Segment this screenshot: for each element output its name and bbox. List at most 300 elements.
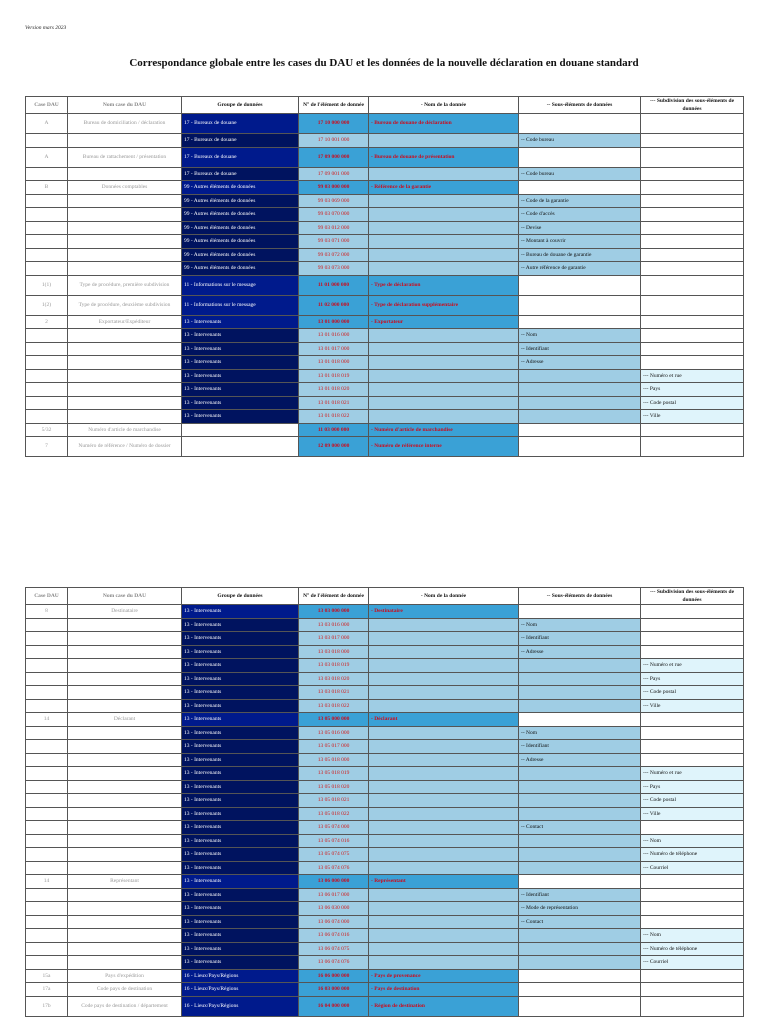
- numero-cell: 13 01 018 022: [299, 410, 369, 424]
- sous-element-cell: [519, 369, 641, 383]
- table-row: [26, 753, 744, 767]
- sous-element-cell: [519, 396, 641, 410]
- numero-cell: 13 01 018 000: [299, 356, 369, 370]
- case-dau-cell: [26, 134, 68, 148]
- nom-donnee-cell: - Numéro de référence interne: [369, 437, 519, 457]
- subdivision-cell: --- Pays: [641, 672, 744, 686]
- sous-element-cell: [519, 956, 641, 970]
- subdivision-cell: [641, 329, 744, 343]
- case-dau-cell: [26, 342, 68, 356]
- case-dau-cell: [26, 794, 68, 808]
- sous-element-cell: -- Code de la garantie: [519, 194, 641, 208]
- nom-donnee-cell: - Déclarant: [369, 713, 519, 727]
- table-row: [26, 740, 744, 754]
- nom-case-cell: Code pays de destination: [68, 983, 182, 997]
- groupe-cell: 13 - Intervenants: [182, 396, 299, 410]
- nom-donnee-cell: [369, 686, 519, 700]
- header-numero: N° de l'élément de donnée: [299, 97, 369, 114]
- sous-element-cell: [519, 410, 641, 424]
- subdivision-cell: --- Numéro de téléphone: [641, 942, 744, 956]
- subdivision-cell: [641, 208, 744, 222]
- nom-case-cell: [68, 942, 182, 956]
- table-row: [26, 659, 744, 673]
- table-header-row: [26, 97, 744, 114]
- header-sous-elements: -- Sous-éléments de données: [519, 588, 641, 605]
- groupe-cell: 13 - Intervenants: [182, 780, 299, 794]
- subdivision-cell: [641, 996, 744, 1016]
- case-dau-cell: 14: [26, 875, 68, 889]
- table-row: [26, 794, 744, 808]
- table-row: [26, 672, 744, 686]
- sous-element-cell: [519, 713, 641, 727]
- subdivision-cell: [641, 167, 744, 181]
- table-row: [26, 726, 744, 740]
- sous-element-cell: [519, 969, 641, 983]
- nom-donnee-cell: [369, 834, 519, 848]
- nom-donnee-cell: [369, 235, 519, 249]
- groupe-cell: 13 - Intervenants: [182, 915, 299, 929]
- groupe-cell: 11 - Informations sur le message: [182, 295, 299, 315]
- numero-cell: 16 06 000 000: [299, 969, 369, 983]
- nom-donnee-cell: [369, 726, 519, 740]
- nom-donnee-cell: [369, 780, 519, 794]
- groupe-cell: 13 - Intervenants: [182, 356, 299, 370]
- table-row: [26, 208, 744, 222]
- groupe-cell: 13 - Intervenants: [182, 605, 299, 619]
- numero-cell: 17 10 000 000: [299, 114, 369, 134]
- groupe-cell: 13 - Intervenants: [182, 329, 299, 343]
- nom-donnee-cell: [369, 383, 519, 397]
- case-dau-cell: [26, 632, 68, 646]
- nom-donnee-cell: - Pays de provenance: [369, 969, 519, 983]
- numero-cell: 13 01 018 020: [299, 383, 369, 397]
- groupe-cell: 13 - Intervenants: [182, 645, 299, 659]
- sous-element-cell: -- Code bureau: [519, 167, 641, 181]
- numero-cell: 13 03 016 000: [299, 618, 369, 632]
- nom-case-cell: [68, 915, 182, 929]
- nom-case-cell: [68, 208, 182, 222]
- table-row: [26, 780, 744, 794]
- groupe-cell: 13 - Intervenants: [182, 410, 299, 424]
- header-subdivision: --- Subdivision des sous-éléments de données: [641, 588, 744, 605]
- sous-element-cell: [519, 983, 641, 997]
- version-label: Version mars 2023: [25, 25, 67, 31]
- nom-donnee-cell: [369, 848, 519, 862]
- case-dau-cell: [26, 942, 68, 956]
- groupe-cell: 99 - Autres éléments de données: [182, 181, 299, 195]
- groupe-cell: 13 - Intervenants: [182, 794, 299, 808]
- nom-case-cell: Type de procédure, deuxième subdivision: [68, 295, 182, 315]
- nom-donnee-cell: - Exportateur: [369, 315, 519, 329]
- sous-element-cell: [519, 181, 641, 195]
- nom-case-cell: [68, 821, 182, 835]
- sous-element-cell: -- Identifiant: [519, 740, 641, 754]
- nom-case-cell: Destinataire: [68, 605, 182, 619]
- sous-element-cell: [519, 780, 641, 794]
- correspondence-table-1: [25, 96, 744, 457]
- nom-donnee-cell: - Bureau de douane de déclaration: [369, 114, 519, 134]
- numero-cell: 13 05 018 022: [299, 807, 369, 821]
- subdivision-cell: [641, 315, 744, 329]
- sous-element-cell: [519, 794, 641, 808]
- groupe-cell: 17 - Bureaux de douane: [182, 134, 299, 148]
- case-dau-cell: [26, 383, 68, 397]
- nom-case-cell: [68, 848, 182, 862]
- nom-case-cell: Bureau de domiciliation / déclaration: [68, 114, 182, 134]
- nom-donnee-cell: [369, 342, 519, 356]
- nom-donnee-cell: [369, 329, 519, 343]
- nom-donnee-cell: [369, 821, 519, 835]
- sous-element-cell: -- Identifiant: [519, 888, 641, 902]
- nom-case-cell: [68, 618, 182, 632]
- subdivision-cell: [641, 423, 744, 437]
- groupe-cell: 99 - Autres éléments de données: [182, 262, 299, 276]
- nom-case-cell: [68, 767, 182, 781]
- numero-cell: 13 05 018 000: [299, 753, 369, 767]
- groupe-cell: 99 - Autres éléments de données: [182, 194, 299, 208]
- numero-cell: 17 10 001 000: [299, 134, 369, 148]
- subdivision-cell: --- Nom: [641, 834, 744, 848]
- table-row: [26, 618, 744, 632]
- table-row: [26, 134, 744, 148]
- sous-element-cell: [519, 875, 641, 889]
- sous-element-cell: -- Adresse: [519, 645, 641, 659]
- sous-element-cell: -- Nom: [519, 329, 641, 343]
- numero-cell: 13 01 018 019: [299, 369, 369, 383]
- table-row: [26, 645, 744, 659]
- case-dau-cell: 7: [26, 437, 68, 457]
- nom-donnee-cell: [369, 956, 519, 970]
- sous-element-cell: [519, 807, 641, 821]
- subdivision-cell: [641, 194, 744, 208]
- table-row: [26, 983, 744, 997]
- sous-element-cell: -- Bureau de douane de garantie: [519, 248, 641, 262]
- groupe-cell: 13 - Intervenants: [182, 929, 299, 943]
- table-row: [26, 915, 744, 929]
- sous-element-cell: [519, 767, 641, 781]
- groupe-cell: 13 - Intervenants: [182, 767, 299, 781]
- nom-donnee-cell: - Type de déclaration supplémentaire: [369, 295, 519, 315]
- sous-element-cell: [519, 942, 641, 956]
- sous-element-cell: [519, 672, 641, 686]
- groupe-cell: 13 - Intervenants: [182, 342, 299, 356]
- table-row: [26, 875, 744, 889]
- nom-donnee-cell: [369, 645, 519, 659]
- table-row: [26, 807, 744, 821]
- case-dau-cell: [26, 672, 68, 686]
- subdivision-cell: --- Courriel: [641, 861, 744, 875]
- case-dau-cell: [26, 780, 68, 794]
- nom-case-cell: [68, 396, 182, 410]
- sous-element-cell: [519, 659, 641, 673]
- subdivision-cell: [641, 134, 744, 148]
- groupe-cell: [182, 437, 299, 457]
- groupe-cell: 13 - Intervenants: [182, 834, 299, 848]
- sous-element-cell: [519, 275, 641, 295]
- groupe-cell: 13 - Intervenants: [182, 821, 299, 835]
- nom-case-cell: [68, 753, 182, 767]
- sous-element-cell: [519, 114, 641, 134]
- subdivision-cell: [641, 114, 744, 134]
- header-nom-donnee: - Nom de la donnée: [369, 97, 519, 114]
- nom-case-cell: [68, 686, 182, 700]
- numero-cell: 13 06 000 000: [299, 875, 369, 889]
- case-dau-cell: [26, 262, 68, 276]
- groupe-cell: 16 - Lieux/Pays/Régions: [182, 996, 299, 1016]
- subdivision-cell: [641, 969, 744, 983]
- groupe-cell: 13 - Intervenants: [182, 726, 299, 740]
- nom-donnee-cell: [369, 618, 519, 632]
- nom-donnee-cell: [369, 753, 519, 767]
- groupe-cell: 13 - Intervenants: [182, 659, 299, 673]
- table-row: [26, 821, 744, 835]
- header-case-dau: Case DAU: [26, 588, 68, 605]
- correspondence-table-2: [25, 587, 744, 1017]
- case-dau-cell: [26, 167, 68, 181]
- table-row: [26, 686, 744, 700]
- groupe-cell: 13 - Intervenants: [182, 369, 299, 383]
- sous-element-cell: [519, 423, 641, 437]
- case-dau-cell: [26, 888, 68, 902]
- nom-case-cell: [68, 699, 182, 713]
- numero-cell: 13 06 074 000: [299, 915, 369, 929]
- nom-donnee-cell: [369, 902, 519, 916]
- numero-cell: 99 03 000 000: [299, 181, 369, 195]
- sous-element-cell: -- Identifiant: [519, 342, 641, 356]
- groupe-cell: 13 - Intervenants: [182, 861, 299, 875]
- nom-donnee-cell: [369, 794, 519, 808]
- table-row: [26, 262, 744, 276]
- groupe-cell: 13 - Intervenants: [182, 713, 299, 727]
- case-dau-cell: 15a: [26, 969, 68, 983]
- nom-case-cell: [68, 645, 182, 659]
- nom-donnee-cell: - Région de destination: [369, 996, 519, 1016]
- subdivision-cell: --- Code postal: [641, 686, 744, 700]
- nom-donnee-cell: [369, 194, 519, 208]
- numero-cell: 13 05 016 000: [299, 726, 369, 740]
- subdivision-cell: --- Pays: [641, 780, 744, 794]
- subdivision-cell: [641, 888, 744, 902]
- table-row: [26, 848, 744, 862]
- nom-donnee-cell: [369, 134, 519, 148]
- case-dau-cell: [26, 753, 68, 767]
- sous-element-cell: -- Autre référence de garantie: [519, 262, 641, 276]
- numero-cell: 16 03 000 000: [299, 983, 369, 997]
- case-dau-cell: [26, 861, 68, 875]
- sous-element-cell: [519, 295, 641, 315]
- case-dau-cell: [26, 248, 68, 262]
- numero-cell: 13 03 018 020: [299, 672, 369, 686]
- sous-element-cell: -- Contact: [519, 821, 641, 835]
- nom-case-cell: [68, 342, 182, 356]
- nom-case-cell: Données comptables: [68, 181, 182, 195]
- sous-element-cell: [519, 605, 641, 619]
- nom-donnee-cell: - Représentant: [369, 875, 519, 889]
- table-row: [26, 167, 744, 181]
- numero-cell: 13 03 018 021: [299, 686, 369, 700]
- case-dau-cell: 1(2): [26, 295, 68, 315]
- case-dau-cell: [26, 396, 68, 410]
- groupe-cell: 13 - Intervenants: [182, 848, 299, 862]
- numero-cell: 13 06 074 016: [299, 929, 369, 943]
- subdivision-cell: [641, 262, 744, 276]
- subdivision-cell: [641, 821, 744, 835]
- case-dau-cell: 5/32: [26, 423, 68, 437]
- groupe-cell: 13 - Intervenants: [182, 807, 299, 821]
- nom-case-cell: [68, 659, 182, 673]
- table-row: [26, 888, 744, 902]
- subdivision-cell: --- Numéro et rue: [641, 659, 744, 673]
- case-dau-cell: [26, 821, 68, 835]
- table-row: [26, 147, 744, 167]
- sous-element-cell: [519, 834, 641, 848]
- subdivision-cell: [641, 342, 744, 356]
- table-row: [26, 114, 744, 134]
- table-row: [26, 834, 744, 848]
- groupe-cell: [182, 423, 299, 437]
- nom-case-cell: [68, 262, 182, 276]
- subdivision-cell: --- Ville: [641, 699, 744, 713]
- numero-cell: 11 01 000 000: [299, 275, 369, 295]
- nom-donnee-cell: [369, 672, 519, 686]
- table-row: [26, 396, 744, 410]
- numero-cell: 16 04 000 000: [299, 996, 369, 1016]
- groupe-cell: 13 - Intervenants: [182, 942, 299, 956]
- table-row: [26, 369, 744, 383]
- nom-donnee-cell: - Numéro d'article de marchandise: [369, 423, 519, 437]
- groupe-cell: 13 - Intervenants: [182, 315, 299, 329]
- nom-donnee-cell: [369, 807, 519, 821]
- subdivision-cell: --- Numéro de téléphone: [641, 848, 744, 862]
- nom-donnee-cell: [369, 915, 519, 929]
- nom-case-cell: [68, 134, 182, 148]
- table-row: [26, 929, 744, 943]
- sous-element-cell: -- Devise: [519, 221, 641, 235]
- subdivision-cell: [641, 181, 744, 195]
- sous-element-cell: [519, 147, 641, 167]
- case-dau-cell: [26, 208, 68, 222]
- nom-case-cell: [68, 794, 182, 808]
- case-dau-cell: [26, 956, 68, 970]
- numero-cell: 13 03 018 019: [299, 659, 369, 673]
- subdivision-cell: [641, 726, 744, 740]
- numero-cell: 12 09 000 000: [299, 437, 369, 457]
- case-dau-cell: [26, 767, 68, 781]
- nom-case-cell: Exportateur/Expéditeur: [68, 315, 182, 329]
- table-row: [26, 342, 744, 356]
- nom-donnee-cell: - Pays de destination: [369, 983, 519, 997]
- groupe-cell: 13 - Intervenants: [182, 686, 299, 700]
- nom-donnee-cell: [369, 740, 519, 754]
- table-row: [26, 275, 744, 295]
- nom-case-cell: [68, 329, 182, 343]
- subdivision-cell: [641, 147, 744, 167]
- numero-cell: 13 05 018 020: [299, 780, 369, 794]
- header-sous-elements: -- Sous-éléments de données: [519, 97, 641, 114]
- nom-case-cell: [68, 410, 182, 424]
- groupe-cell: 13 - Intervenants: [182, 753, 299, 767]
- nom-case-cell: [68, 369, 182, 383]
- numero-cell: 13 03 000 000: [299, 605, 369, 619]
- subdivision-cell: --- Pays: [641, 383, 744, 397]
- numero-cell: 99 03 070 000: [299, 208, 369, 222]
- subdivision-cell: [641, 437, 744, 457]
- header-groupe: Groupe de données: [182, 588, 299, 605]
- nom-donnee-cell: [369, 861, 519, 875]
- case-dau-cell: [26, 369, 68, 383]
- case-dau-cell: 2: [26, 315, 68, 329]
- sous-element-cell: [519, 848, 641, 862]
- sous-element-cell: [519, 383, 641, 397]
- nom-donnee-cell: [369, 221, 519, 235]
- case-dau-cell: [26, 329, 68, 343]
- subdivision-cell: --- Nom: [641, 929, 744, 943]
- sous-element-cell: [519, 861, 641, 875]
- table-row: [26, 996, 744, 1016]
- groupe-cell: 99 - Autres éléments de données: [182, 208, 299, 222]
- sous-element-cell: -- Nom: [519, 618, 641, 632]
- sous-element-cell: -- Adresse: [519, 753, 641, 767]
- subdivision-cell: --- Courriel: [641, 956, 744, 970]
- subdivision-cell: --- Numéro et rue: [641, 767, 744, 781]
- numero-cell: 99 03 071 000: [299, 235, 369, 249]
- table-row: [26, 295, 744, 315]
- groupe-cell: 13 - Intervenants: [182, 956, 299, 970]
- sous-element-cell: -- Mode de représentation: [519, 902, 641, 916]
- case-dau-cell: [26, 726, 68, 740]
- nom-case-cell: [68, 672, 182, 686]
- sous-element-cell: [519, 996, 641, 1016]
- numero-cell: 99 03 069 000: [299, 194, 369, 208]
- numero-cell: 11 03 000 000: [299, 423, 369, 437]
- numero-cell: 99 03 012 000: [299, 221, 369, 235]
- table-row: [26, 632, 744, 646]
- nom-donnee-cell: - Type de déclaration: [369, 275, 519, 295]
- sous-element-cell: -- Contact: [519, 915, 641, 929]
- nom-donnee-cell: [369, 356, 519, 370]
- table-row: [26, 969, 744, 983]
- groupe-cell: 17 - Bureaux de douane: [182, 114, 299, 134]
- case-dau-cell: 1(1): [26, 275, 68, 295]
- numero-cell: 13 03 018 022: [299, 699, 369, 713]
- nom-case-cell: [68, 902, 182, 916]
- sous-element-cell: [519, 437, 641, 457]
- subdivision-cell: [641, 902, 744, 916]
- numero-cell: 13 01 016 000: [299, 329, 369, 343]
- table-row: [26, 437, 744, 457]
- case-dau-cell: A: [26, 114, 68, 134]
- nom-donnee-cell: [369, 262, 519, 276]
- nom-case-cell: Type de procédure, première subdivision: [68, 275, 182, 295]
- case-dau-cell: [26, 834, 68, 848]
- subdivision-cell: [641, 983, 744, 997]
- nom-donnee-cell: - Destinataire: [369, 605, 519, 619]
- subdivision-cell: [641, 295, 744, 315]
- nom-case-cell: [68, 194, 182, 208]
- case-dau-cell: [26, 699, 68, 713]
- nom-donnee-cell: [369, 369, 519, 383]
- subdivision-cell: [641, 618, 744, 632]
- subdivision-cell: --- Code postal: [641, 396, 744, 410]
- table-row: [26, 329, 744, 343]
- numero-cell: 17 09 000 000: [299, 147, 369, 167]
- subdivision-cell: [641, 221, 744, 235]
- groupe-cell: 16 - Lieux/Pays/Régions: [182, 983, 299, 997]
- groupe-cell: 13 - Intervenants: [182, 888, 299, 902]
- nom-case-cell: [68, 632, 182, 646]
- subdivision-cell: [641, 632, 744, 646]
- nom-case-cell: [68, 356, 182, 370]
